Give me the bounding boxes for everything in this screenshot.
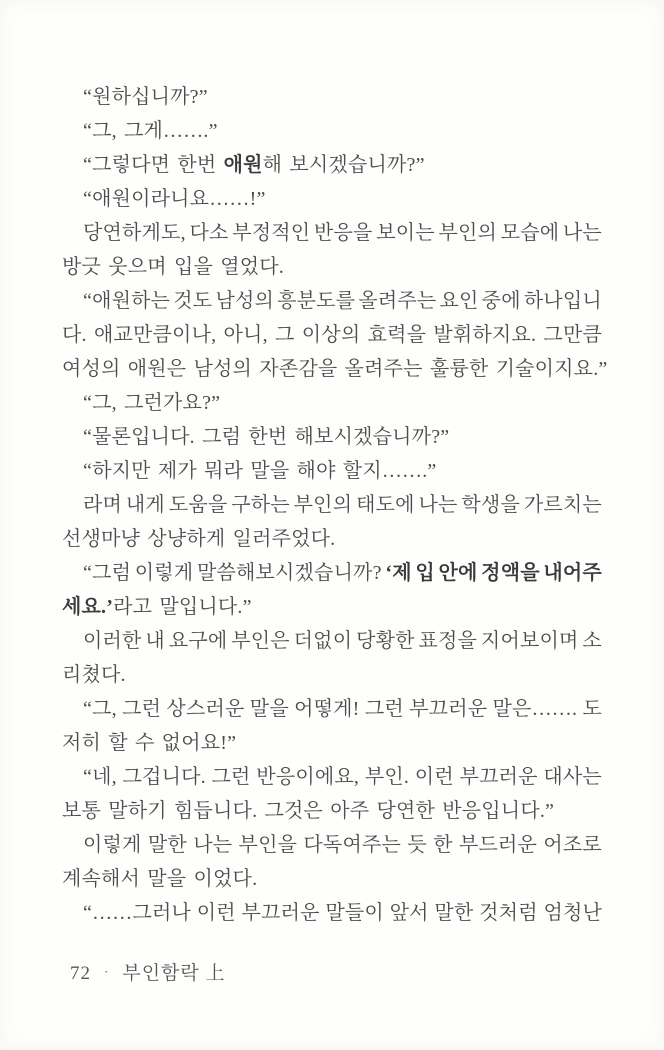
footer-separator-dot: · — [104, 964, 110, 979]
text-segment: 이런 — [414, 766, 454, 788]
text-segment: 부인. — [364, 766, 410, 788]
text-line — [62, 692, 602, 726]
text-segment: 그만큼 — [543, 324, 602, 346]
text-line — [62, 114, 602, 148]
bold-text-segment: 애원 — [223, 154, 263, 176]
text-segment: 나는 — [193, 834, 233, 856]
page-number: 72 — [70, 963, 91, 984]
bold-text-segment: 내어주 — [543, 562, 602, 584]
text-segment: 라며 — [83, 494, 123, 516]
text-segment: 도움을 — [168, 494, 228, 516]
text-segment: 그런 — [211, 766, 251, 788]
text-segment: 나는 — [418, 494, 458, 516]
text-segment: 말을 — [249, 698, 289, 720]
text-segment: 말한 — [434, 902, 474, 924]
text-segment: 것도 — [173, 290, 213, 312]
text-line — [62, 896, 602, 930]
text-segment: 부끄러운 — [241, 902, 320, 924]
text-segment: 엄청난 — [543, 902, 602, 924]
book-title: 부인함락 上 — [122, 963, 226, 984]
text-segment: 모습에 — [500, 222, 560, 244]
text-segment: 지어보이며 — [480, 630, 579, 652]
text-segment: 이런 — [196, 902, 236, 924]
text-segment: 다. — [62, 324, 87, 346]
text-line — [62, 522, 602, 556]
text-segment: 그런 — [122, 698, 162, 720]
text-line — [62, 828, 602, 862]
text-segment: 가르치는 — [523, 494, 602, 516]
page-text — [62, 80, 608, 930]
text-line — [62, 590, 602, 624]
page-footer — [70, 957, 226, 989]
text-segment: 해 보시겠습니까?” — [262, 154, 425, 176]
text-segment: 태도에 — [356, 494, 415, 516]
text-segment: 부끄러운 — [459, 766, 538, 788]
text-line — [62, 556, 602, 590]
text-segment: 여성의 애원은 남성의 자존감을 올려주는 훌륭한 기술이지요.” — [62, 358, 608, 380]
text-segment: 그 — [275, 324, 295, 346]
text-segment: 부인의 — [293, 494, 353, 516]
bold-text-segment: 정액을 — [481, 562, 540, 584]
text-line — [62, 420, 602, 454]
text-line — [62, 658, 602, 692]
text-segment: 부드러운 — [458, 834, 538, 856]
text-segment: 흥분도를 — [277, 290, 356, 312]
text-segment: “……그러나 — [83, 902, 192, 924]
text-line — [62, 318, 602, 352]
text-segment: 계속해서 말을 이었다. — [62, 868, 258, 890]
text-line — [62, 760, 602, 794]
text-segment: 남성의 — [215, 290, 274, 312]
text-segment: 보이는 — [376, 222, 435, 244]
text-segment: 듯 — [407, 834, 427, 856]
text-segment: 대사는 — [543, 766, 602, 788]
text-segment: 학생을 — [461, 494, 520, 516]
text-segment: 말한 — [147, 834, 187, 856]
text-segment: 상스러운 — [166, 698, 245, 720]
text-segment: 표정을 — [418, 630, 478, 652]
text-segment: 도 — [582, 698, 602, 720]
text-segment: 부끄러운 — [409, 698, 488, 720]
text-line — [62, 386, 602, 420]
text-line — [62, 182, 602, 216]
text-segment: 보통 말하기 힘듭니다. 그것은 아주 당연한 반응입니다.” — [62, 800, 555, 822]
bold-text-segment: ‘제 — [385, 562, 412, 584]
text-segment: “그, 그게…….” — [83, 120, 218, 142]
text-segment: 발휘하지요. — [433, 324, 537, 346]
text-segment: 반응을 — [313, 222, 373, 244]
text-line — [62, 216, 602, 250]
text-line — [62, 80, 602, 114]
text-line — [62, 624, 602, 658]
text-segment: “애원이라니요……!” — [83, 188, 266, 210]
text-segment: 내게 — [125, 494, 165, 516]
text-segment: “물론입니다. 그럼 한번 해보시겠습니까?” — [83, 426, 450, 448]
text-segment: “그, 그런가요?” — [83, 392, 221, 414]
bold-text-segment: 안에 — [438, 562, 478, 584]
text-segment: 내 — [145, 630, 165, 652]
text-segment: 저히 할 수 없어요!” — [62, 732, 237, 754]
text-segment: 하나입니 — [523, 290, 602, 312]
text-line — [62, 284, 602, 318]
text-segment: 아니, — [223, 324, 268, 346]
text-segment: 말은……. — [492, 698, 578, 720]
text-line — [62, 352, 608, 386]
text-line — [62, 148, 602, 182]
text-segment: 리쳤다. — [62, 664, 126, 686]
text-segment: 더없이 — [293, 630, 353, 652]
text-segment: 반응이에요, — [256, 766, 360, 788]
text-segment: 부인의 — [438, 222, 497, 244]
text-segment: 부인은 — [231, 630, 290, 652]
text-segment: “그렇다면 한번 — [83, 154, 224, 176]
text-segment: 어조로 — [543, 834, 602, 856]
text-line — [62, 794, 602, 828]
text-segment: 애교만큼이나, — [93, 324, 217, 346]
text-segment: “원하십니까?” — [83, 86, 208, 108]
text-line — [62, 862, 602, 896]
text-segment: 다독여주는 — [303, 834, 402, 856]
text-segment: 이러한 — [83, 630, 142, 652]
text-segment: 부인을 — [238, 834, 298, 856]
text-segment: 다소 — [189, 222, 229, 244]
text-segment: 요인 — [439, 290, 479, 312]
text-segment: 이상의 — [301, 324, 361, 346]
text-segment: “하지만 제가 뭐라 말을 해야 할지…….” — [83, 460, 437, 482]
text-segment: 한 — [433, 834, 453, 856]
bold-text-segment: 입 — [415, 562, 435, 584]
text-line — [62, 250, 602, 284]
text-segment: 라고 말입니다.” — [113, 596, 252, 618]
text-segment: 선생마냥 상냥하게 일러주었다. — [62, 528, 336, 550]
text-segment: “그럼 — [83, 562, 132, 584]
text-line — [62, 454, 602, 488]
text-segment: 말씀해보시겠습니까? — [196, 562, 382, 584]
text-segment: 요구에 — [168, 630, 228, 652]
text-segment: 앞서 — [389, 902, 429, 924]
text-segment: 올려주는 — [358, 290, 437, 312]
text-segment: 소 — [582, 630, 602, 652]
text-segment: 부정적인 — [232, 222, 311, 244]
text-segment: 당연하게도, — [83, 222, 186, 244]
text-segment: 효력을 — [367, 324, 427, 346]
text-segment: 나는 — [562, 222, 602, 244]
text-segment: 말들이 — [325, 902, 384, 924]
text-segment: 구하는 — [231, 494, 290, 516]
text-line — [62, 488, 602, 522]
text-segment: “네, — [83, 766, 117, 788]
text-segment: 당황한 — [356, 630, 415, 652]
text-segment: 어떻게! — [294, 698, 360, 720]
bold-text-segment: 세요.’ — [62, 596, 114, 618]
text-segment: 이렇게 — [83, 834, 142, 856]
text-segment: “애원하는 — [83, 290, 171, 312]
text-segment: 그런 — [364, 698, 404, 720]
text-segment: “그, — [83, 698, 117, 720]
text-line — [62, 726, 602, 760]
text-segment: 것처럼 — [479, 902, 538, 924]
text-segment: 그겁니다. — [122, 766, 206, 788]
text-segment: 방긋 웃으며 입을 열었다. — [62, 256, 284, 278]
text-segment: 중에 — [481, 290, 521, 312]
text-segment: 이렇게 — [134, 562, 194, 584]
